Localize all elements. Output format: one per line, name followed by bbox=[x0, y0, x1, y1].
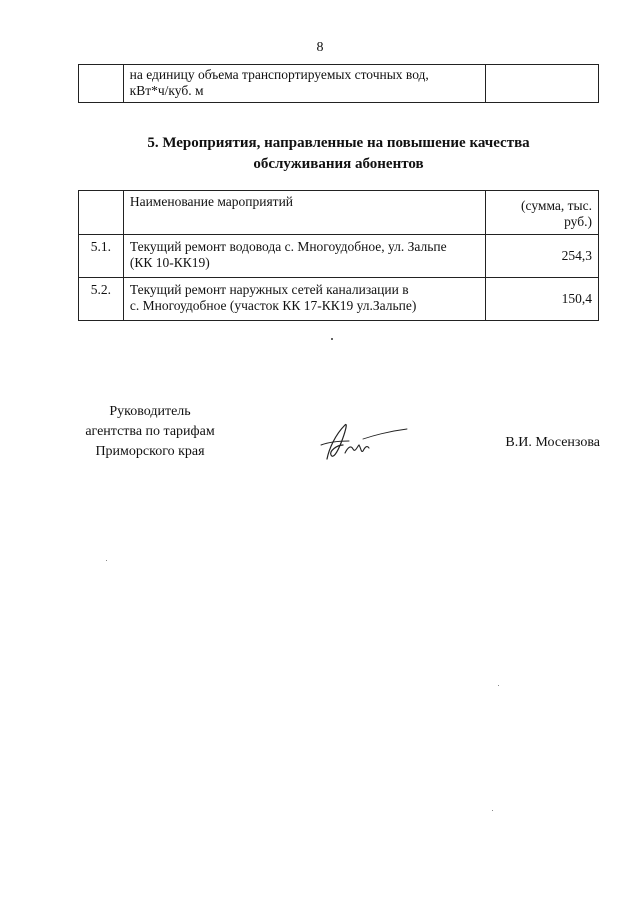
stray-dot bbox=[331, 338, 333, 340]
row-name-cell bbox=[123, 235, 485, 278]
header-sum-line: (сумма, тыс. bbox=[521, 198, 592, 213]
row-name-line: с. Многоудобное (участок КК 17-КК19 ул.Зальпе) bbox=[129, 298, 417, 313]
scan-speck bbox=[498, 685, 499, 686]
row-name-line: (КК 10-КК19) bbox=[129, 255, 210, 270]
row-number-cell: 5.1. bbox=[79, 235, 124, 278]
row-value-cell: 254,3 bbox=[485, 235, 598, 278]
section-heading-line: 5. Мероприятия, направленные на повышение качества bbox=[147, 135, 530, 151]
measures-table bbox=[78, 190, 599, 321]
section-heading-line: обслуживания абонентов bbox=[253, 156, 424, 172]
signatory-title-line: агентства по тарифам bbox=[85, 424, 215, 439]
scan-speck bbox=[492, 810, 493, 811]
row-description-line: кВт*ч/куб. м bbox=[129, 83, 204, 98]
row-name-cell bbox=[123, 278, 485, 321]
table-row bbox=[79, 65, 599, 103]
section-heading bbox=[78, 133, 599, 175]
row-number-cell bbox=[79, 65, 124, 103]
table-row bbox=[79, 278, 599, 321]
header-sum-line: руб.) bbox=[564, 214, 592, 229]
signatory-title bbox=[80, 402, 220, 462]
row-name-line: Текущий ремонт водовода с. Многоудобное, ул. Зальпе bbox=[129, 239, 447, 254]
table-header-row bbox=[79, 191, 599, 235]
continuation-table bbox=[78, 64, 599, 103]
row-description-line: на единицу объема транспортируемых сточных вод, bbox=[129, 67, 429, 82]
row-value-cell: 150,4 bbox=[485, 278, 598, 321]
row-description-cell bbox=[123, 65, 485, 103]
row-number-cell: 5.2. bbox=[79, 278, 124, 321]
scan-speck bbox=[106, 560, 107, 561]
row-value-cell bbox=[486, 65, 599, 103]
header-sum-cell bbox=[485, 191, 598, 235]
signatory-title-line: Руководитель bbox=[109, 404, 191, 419]
row-name-line: Текущий ремонт наружных сетей канализации в bbox=[129, 282, 409, 297]
table-row bbox=[79, 235, 599, 278]
handwritten-signature-icon bbox=[315, 415, 415, 465]
signatory-name: В.И. Мосензова bbox=[505, 435, 600, 450]
header-number-cell bbox=[79, 191, 124, 235]
page-number: 8 bbox=[316, 40, 324, 55]
signatory-title-line: Приморского края bbox=[95, 444, 205, 459]
header-name-cell: Наименование мароприятий bbox=[123, 191, 485, 235]
